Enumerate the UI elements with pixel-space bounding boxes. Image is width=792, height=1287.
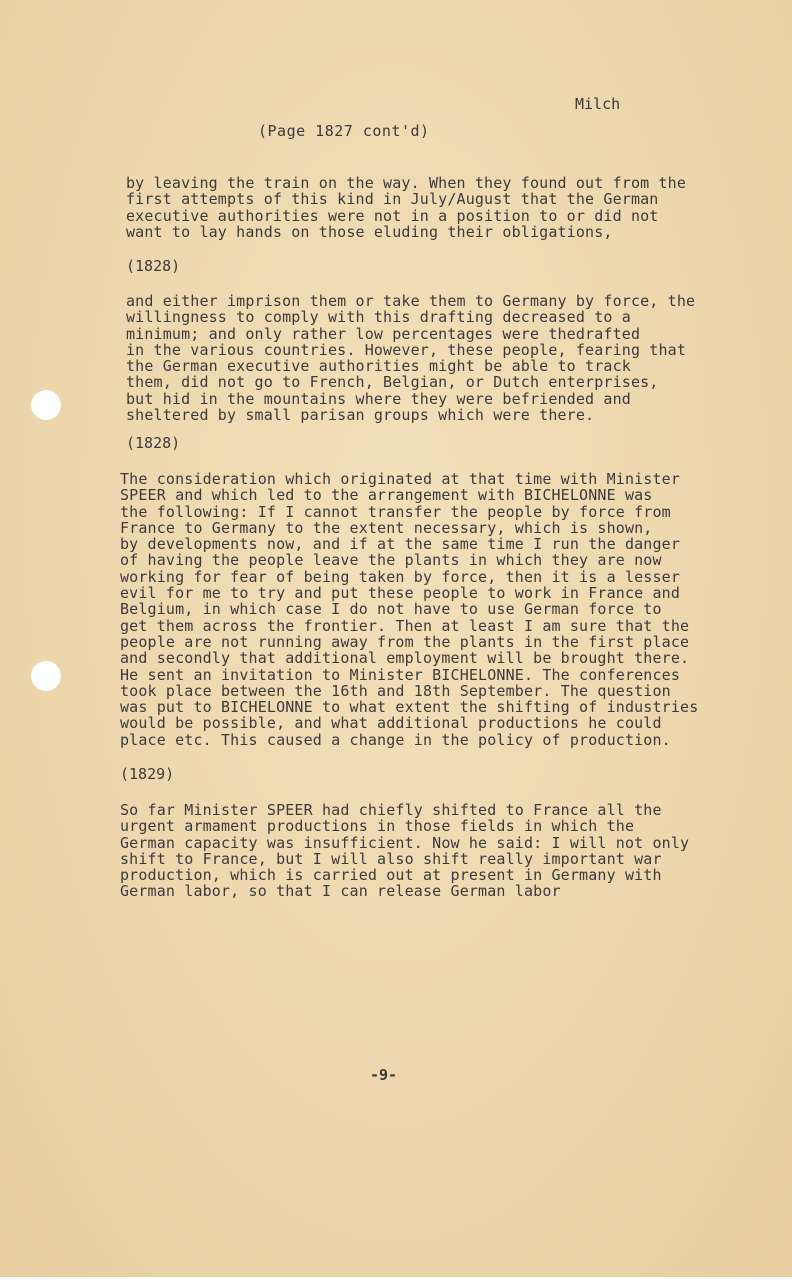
paragraph-2: and either imprison them or take them to Germany by force, the willingness to comply with this drafting decreased to a minimum; and only rather low percentages were thedrafted in the various countries. However, these people, fearing that the German executive authorities might be able to track them, did not go to French, Belgian, or Dutch enterprises, but hid in the mountains where they were befriended and sheltered by small parisan groups which were there. (126, 292, 696, 425)
punch-hole (31, 390, 61, 420)
section-label-3: (1829) (120, 765, 175, 783)
scan-border (0, 1277, 792, 1287)
page-reference: (Page 1827 cont'd) (258, 122, 430, 140)
section-label-2: (1828) (126, 434, 181, 452)
header-name: Milch (575, 95, 621, 113)
section-label-1: (1828) (126, 257, 181, 275)
paragraph-3: The consideration which originated at that time with Minister SPEER and which led to the arrangement with BICHELONNE was the following: If I cannot transfer the people by force from France to Germany to the extent necessary, which is shown, by developments now, and if at the same time I run the danger of having the people leave the plants in which they are now working for fear of being taken by force, then it is a lesser evil for me to try and put these people to work in France and Belgium, in which case I do not have to use German force to get them across the frontier. Then at least I am sure that the people are not running away from the plants in the first place and secondly that additional employment will be brought there. He sent an invitation to Minister BICHELONNE. The conferences took place between the 16th and 18th September. The question was put to BICHELONNE to what extent the shifting of industries would be possible, and what additional productions he could place etc. This caused a change in the policy of production. (120, 470, 699, 749)
paragraph-1: by leaving the train on the way. When they found out from the first attempts of this kind in July/August that the German executive authorities were not in a position to or did not want to lay hands on those eluding their obligations, (126, 174, 687, 241)
paragraph-4: So far Minister SPEER had chiefly shifted to France all the urgent armament productions in those fields in which the German capacity was insufficient. Now he said: I will not only shift to France, but I will also shift really important war production, which is carried out at present in Germany with German labor, so that I can release German labor (120, 801, 690, 901)
page-number: -9- (370, 1066, 398, 1084)
punch-hole (31, 661, 61, 691)
